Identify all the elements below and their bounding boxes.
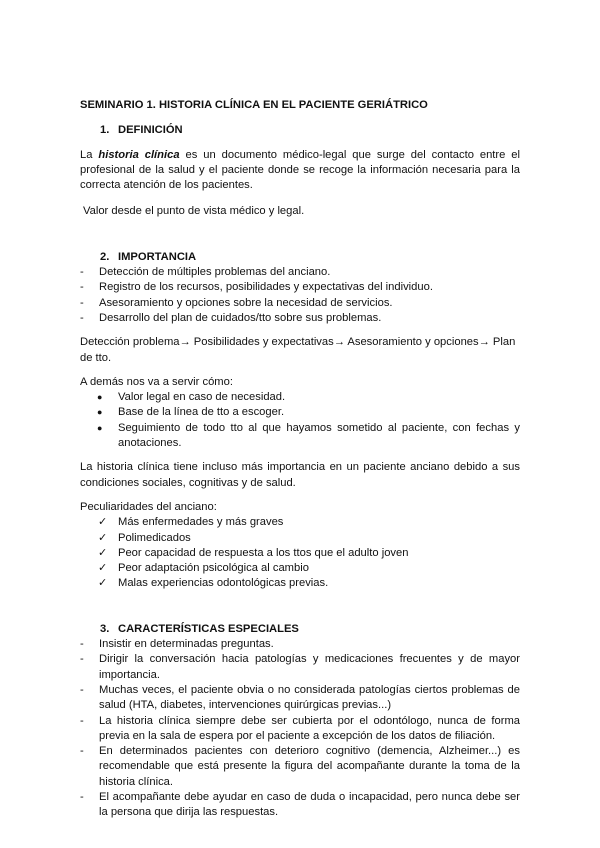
peculiaridades-intro: Peculiaridades del anciano: [80,500,217,513]
section-title: DEFINICIÓN [118,124,183,137]
list-item: ✓ Malas experiencias odontológicas previas. [80,576,520,591]
list-item: - Detección de múltiples problemas del anciano. [80,265,520,280]
section-number: 2. [100,250,110,263]
list-item: - Asesoramiento y opciones sobre la necesidad de servicios. [80,296,520,311]
section-title: CARACTERÍSTICAS ESPECIALES [118,622,299,635]
list-item: ● Base de la línea de tto a escoger. [80,405,520,420]
section-heading-definicion [80,123,520,138]
list-item: ✓ Peor capacidad de respuesta a los ttos que el adulto joven [80,546,520,561]
servir-intro: A demás nos va a servir cómo: [80,375,233,388]
list-item: - Insistir en determinadas preguntas. [80,637,520,652]
servir-list [80,390,520,451]
section-number: 1. [100,124,110,137]
anciano-paragraph: La historia clínica tiene incluso más importancia en un paciente anciano debido a sus condiciones sociales, cognitivas y de salud. [80,461,520,489]
definition-paragraph [80,148,520,194]
document-title: SEMINARIO 1. HISTORIA CLÍNICA EN EL PACIENTE GERIÁTRICO [80,99,428,111]
list-item: ✓ Más enfermedades y más graves [80,515,520,530]
list-item: ● Seguimiento de todo tto al que hayamos sometido al paciente, con fechas y anotaciones. [80,421,520,452]
caracteristicas-list [80,637,520,821]
definition-text-end: es un documento médico-legal que surge del contacto entre el profesional de la salud y el paciente donde se recoge la información necesaria para la correcta atención de los pacientes. [80,148,521,192]
flow-paragraph: Detección problema→ Posibilidades y expectativas→ Asesoramiento y opciones→ Plan de tto. [80,336,516,364]
definition-text-start: La [80,148,99,161]
list-item: ✓ Polimedicados [80,531,520,546]
section-heading-importancia [80,250,520,265]
section-title: IMPORTANCIA [118,250,197,263]
list-item: - La historia clínica siempre debe ser cubierta por el odontólogo, nunca de forma previa en la sala de espera por el paciente a excepción de los datos de filiación. [80,714,520,745]
list-item: ✓ Peor adaptación psicológica al cambio [80,561,520,576]
importancia-list [80,265,520,326]
list-item: ● Valor legal en caso de necesidad. [80,390,520,405]
peculiaridades-list [80,515,520,591]
definition-keyword: historia clínica [98,148,180,161]
section-number: 3. [100,622,110,635]
list-item: - El acompañante debe ayudar en caso de duda o incapacidad, pero nunca debe ser la persona que dirija las respuestas. [80,790,520,821]
list-item: - Dirigir la conversación hacia patologías y medicaciones frecuentes y de mayor importancia. [80,652,520,683]
list-item: - En determinados pacientes con deterioro cognitivo (demencia, Alzheimer...) es recomendable que está presente la figura del acompañante durante la toma de la historia clínica. [80,744,520,790]
valor-paragraph: Valor desde el punto de vista médico y legal. [83,205,305,218]
list-item: - Muchas veces, el paciente obvia o no considerada patologías ciertos problemas de salud (HTA, diabetes, intervenciones quirúrgicas previas...) [80,683,520,714]
document-content [80,98,520,821]
section-heading-caracteristicas [80,622,520,637]
list-item: - Desarrollo del plan de cuidados/tto sobre sus problemas. [80,311,520,326]
list-item: - Registro de los recursos, posibilidades y expectativas del individuo. [80,280,520,295]
